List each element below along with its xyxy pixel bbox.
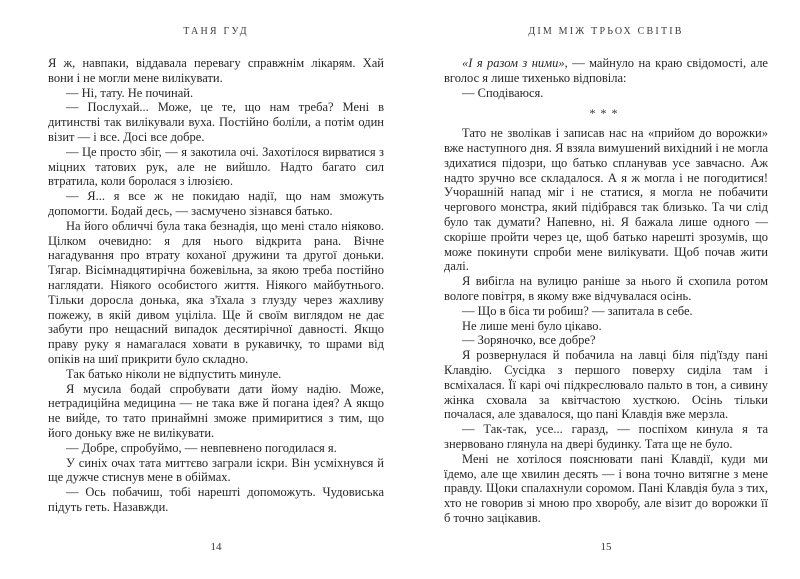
paragraph: — Це просто збіг, — я закотила очі. Захотілося вирватися з міцних татових рук, але не вийшло. Надто багато сил втратила, коли боролася з ілюзією. <box>48 144 384 189</box>
paragraph: — Ось побачиш, тобі нарешті допоможуть. Чудовиська підуть геть. Назавжди. <box>48 485 384 514</box>
paragraph: Я ж, навпаки, віддавала перевагу справжнім лікарям. Хай вони і не могли мене вилікувати. <box>48 56 384 85</box>
paragraph: Тато не зволікав і записав нас на «прийом до ворожки» вже наступного дня. Я взяла вимушений вихідний і не могла здихатися підозри, що батько спланував усе завчасно. Аж надто зручно все складалося. А я ж могла і не погодитися! Учорашній напад міг і не статися, я могла не побачити чергового монстра, який підібрався так близько. Та чи слід було так думати? Напевно, ні. Я бажала лише одного — скоріше пройти через це, щоб батько нарешті зрозумів, що може покинути спроби мене вилікувати. Щоб почав жити далі. <box>444 126 768 274</box>
page-number-right: 15 <box>600 541 612 553</box>
paragraph: Я мусила бодай спробувати дати йому надію. Може, нетрадиційна медицина — не така вже й погана ідея? А якщо не вийде, то тато принаймні зможе примиритися з тим, що його доньку вже не вилікувати. <box>48 381 384 440</box>
italic-phrase: «І я разом з ними» <box>462 56 565 70</box>
paragraph <box>444 56 768 86</box>
paragraph: — Я... я все ж не покидаю надії, що нам зможуть допомогти. Бодай десь, — засмучено зізнався батько. <box>48 189 384 218</box>
paragraph: На його обличчі була така безнадія, що мені стало ніяково. Цілком очевидно: я для нього відкрита рана. Вічне нагадування про втрату коханої дружини та другої доньки. Тягар. Вісімнадцятирічна божевільна, за якою треба постійно наглядати. Ніякого особистого життя. Ніякого майбутнього. Тільки доросла донька, яка з'їхала з глузду через жахливу пожежу, в якій дивом уціліла. Ще й своїм виглядом не дає забути про нещасний випадок десятирічної давності. Якщо праву руку я намагалася ховати в рукавичку, то шрами від опіків на шиї прикрити було складно. <box>48 218 384 366</box>
page-left <box>48 0 384 579</box>
paragraph: — Сподіваюся. <box>462 85 544 100</box>
paragraph: — Зоряночко, все добре? <box>462 333 596 348</box>
paragraph: — Що в біса ти робиш? — запитала в себе. <box>462 303 693 318</box>
paragraph: — Добре, спробуймо, — невпевнено погодилася я. <box>66 440 337 455</box>
page-right <box>444 0 768 579</box>
running-head-author: ТАНЯ ГУД <box>183 26 249 37</box>
running-head-title: ДІМ МІЖ ТРЬОХ СВІТІВ <box>528 26 684 37</box>
scene-break-separator: *** <box>589 106 623 121</box>
paragraph: Я розвернулася й побачила на лавці біля під'їзду пані Клавдію. Сусідка з першого поверху сиділа там і всміхалася. Її карі очі підкреслювало пальто в тон, а сивину жінка сховала за квітчастою хусткою. Осінь тільки почалася, але здавалося, що пані Клавдія вже мерзла. <box>444 348 768 422</box>
paragraph: — Послухай... Може, це те, що нам треба? Мені в дитинстві так вилікували вуха. Постійно боліли, а потім один візит — і все. Досі все добре. <box>48 100 384 144</box>
page-body-left <box>48 56 384 515</box>
paragraph: Мені не хотілося пояснювати пані Клавдії, куди ми їдемо, але ще хвилин десять — і вона точно витягне з мене правду. Щоки спалахнули соромом. Пані Клавдія була з тих, хто не говорив зі мною про хворобу, але візит до ворожки її б точно зацікавив. <box>444 451 768 525</box>
paragraph-text: , — майнуло на краю свідомості, але вголос я лише тихенько відповіла: <box>444 56 768 85</box>
paragraph: — Так-так, усе... гаразд, — поспіхом кинула я та знервовано глянула на двері будинку. Тата ще не було. <box>444 422 768 451</box>
paragraph: Так батько ніколи не відпустить минуле. <box>66 366 282 381</box>
page-number-left: 14 <box>210 541 222 553</box>
page-body-right <box>444 56 768 526</box>
paragraph: У синіх очах тата миттєво заграли іскри. Він усміхнувся й ще дужче стиснув мене в обіймах. <box>48 455 384 485</box>
paragraph: Не лише мені було цікаво. <box>462 318 602 333</box>
paragraph: Я вибігла на вулицю раніше за нього й схопила ротом вологе повітря, в якому вже відчувалася осінь. <box>444 274 768 303</box>
paragraph: — Ні, тату. Не починай. <box>66 85 194 100</box>
